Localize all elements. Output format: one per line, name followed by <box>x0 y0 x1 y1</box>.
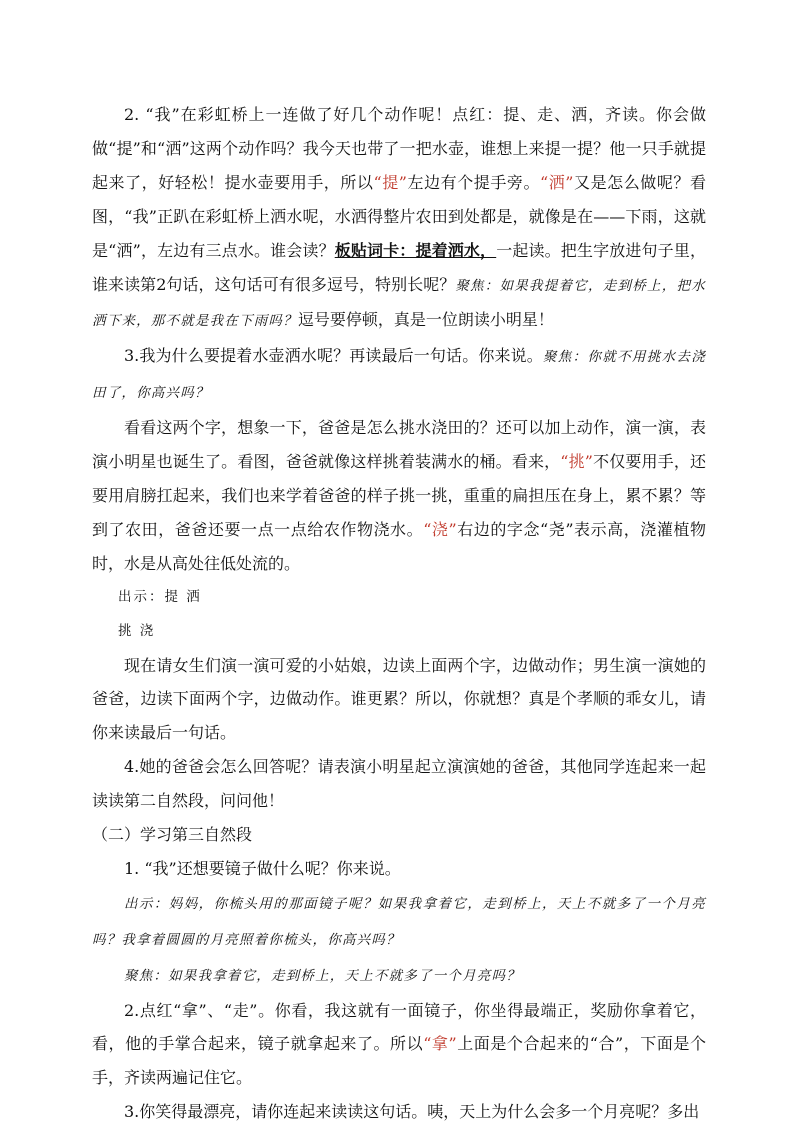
highlight-char-sa: “洒” <box>540 172 574 192</box>
highlight-char-jiao: “浇” <box>423 519 457 539</box>
highlight-char-tiao: “挑” <box>560 452 593 472</box>
paragraph-tiao-jiao <box>92 411 706 581</box>
text: 又是怎么做呢？看图，“我”正趴在彩虹桥上洒水呢，水洒得整片农田到处都是，就像是在——下雨，这就是“洒”，左边有三点水。谁会读？ <box>92 172 706 260</box>
focus-hint-mirror <box>92 958 706 994</box>
text: 看看这两个字，想象一下，爸爸是怎么挑水浇田的？还可以加上动作，演一演，表演小明星也诞生了。看图，爸爸就像这样挑着装满水的桶。看来， <box>92 418 706 472</box>
focus-hint: 聚焦：如果我提着它，走到桥上，把水洒下来，那不就是我在下雨吗？ <box>92 277 706 330</box>
show-line-1: 出示：提 洒 <box>118 588 202 605</box>
paragraph-step-3 <box>92 339 706 411</box>
text: 逗号要停顿，真是一位朗读小明星！ <box>297 310 554 330</box>
show-hint: 出示：妈妈，你梳头用的那面镜子呢？如果我拿着它，走到桥上，天上不就多了一个月亮吗？我拿着圆圆的月亮照着你梳头，你高兴吗？ <box>92 895 706 948</box>
show-line-2: 挑 浇 <box>118 622 156 639</box>
focus-hint: 聚焦：你就不用挑水去浇田了，你高兴吗？ <box>92 349 706 402</box>
paragraph-step-2 <box>92 98 706 339</box>
text: 2.点红“拿”、“走”。你看，我这就有一面镜子，你坐得最端正，奖励你拿着它，看，他的手掌合起来，镜子就拿起来了。所以 <box>92 1000 706 1054</box>
document-body <box>92 98 706 1129</box>
highlight-char-ti: “提” <box>373 172 407 192</box>
paragraph-step-4: 4.她的爸爸会怎么回答呢？请表演小明星起立演演她的爸爸，其他同学连起来一起读读第二自然段，问问他！ <box>92 757 706 811</box>
show-hint-mirror <box>92 886 706 958</box>
highlight-char-na: “拿” <box>423 1034 457 1054</box>
board-card-text: 板贴词卡：提着洒水， <box>334 240 497 260</box>
text: 上面是个合起来的“合”，下面是个手，齐读两遍记住它。 <box>92 1034 706 1088</box>
text: 一起读。把生字放进句子里，谁来读第2句话，这句话可有很多逗号，特别长呢？ <box>92 240 706 294</box>
section-heading: （二）学习第三自然段 <box>92 825 253 845</box>
text: 3.我为什么要提着水壶洒水呢？再读最后一句话。你来说。 <box>124 346 543 366</box>
paragraph-mirror-3: 3.你笑得最漂亮，请你连起来读读这句话。咦，天上为什么会多一个月亮呢？多出 <box>124 1102 700 1122</box>
paragraph-mirror-1: 1. “我”还想要镜子做什么呢？你来说。 <box>124 858 401 878</box>
text: 2. “我”在彩虹桥上一连做了好几个动作呢！点红：提、走、洒，齐读。你会做做“提”和“洒”这两个动作吗？我今天也带了一把水壶，谁想上来提一提？他一只手就提起来了，好轻松！提水壶要用手，所以 <box>92 105 706 192</box>
paragraph-mirror-2 <box>92 994 706 1096</box>
focus-hint: 聚焦：如果我拿着它，走到桥上，天上不就多了一个月亮吗？ <box>124 967 521 984</box>
text: 不仅要用手，还要用肩膀扛起来，我们也来学着爸爸的样子挑一挑，重重的扁担压在身上，累不累？等到了农田，爸爸还要一点一点给农作物浇水。 <box>92 452 706 539</box>
text: 右边的字念“尧”表示高，浇灌植物时，水是从高处往低处流的。 <box>92 519 706 573</box>
text: 左边有个提手旁。 <box>406 172 541 192</box>
paragraph-acting: 现在请女生们演一演可爱的小姑娘，边读上面两个字，边做动作；男生演一演她的爸爸，边读下面两个字，边做动作。谁更累？所以，你就想？真是个孝顺的乖女儿，请你来读最后一句话。 <box>92 655 706 743</box>
